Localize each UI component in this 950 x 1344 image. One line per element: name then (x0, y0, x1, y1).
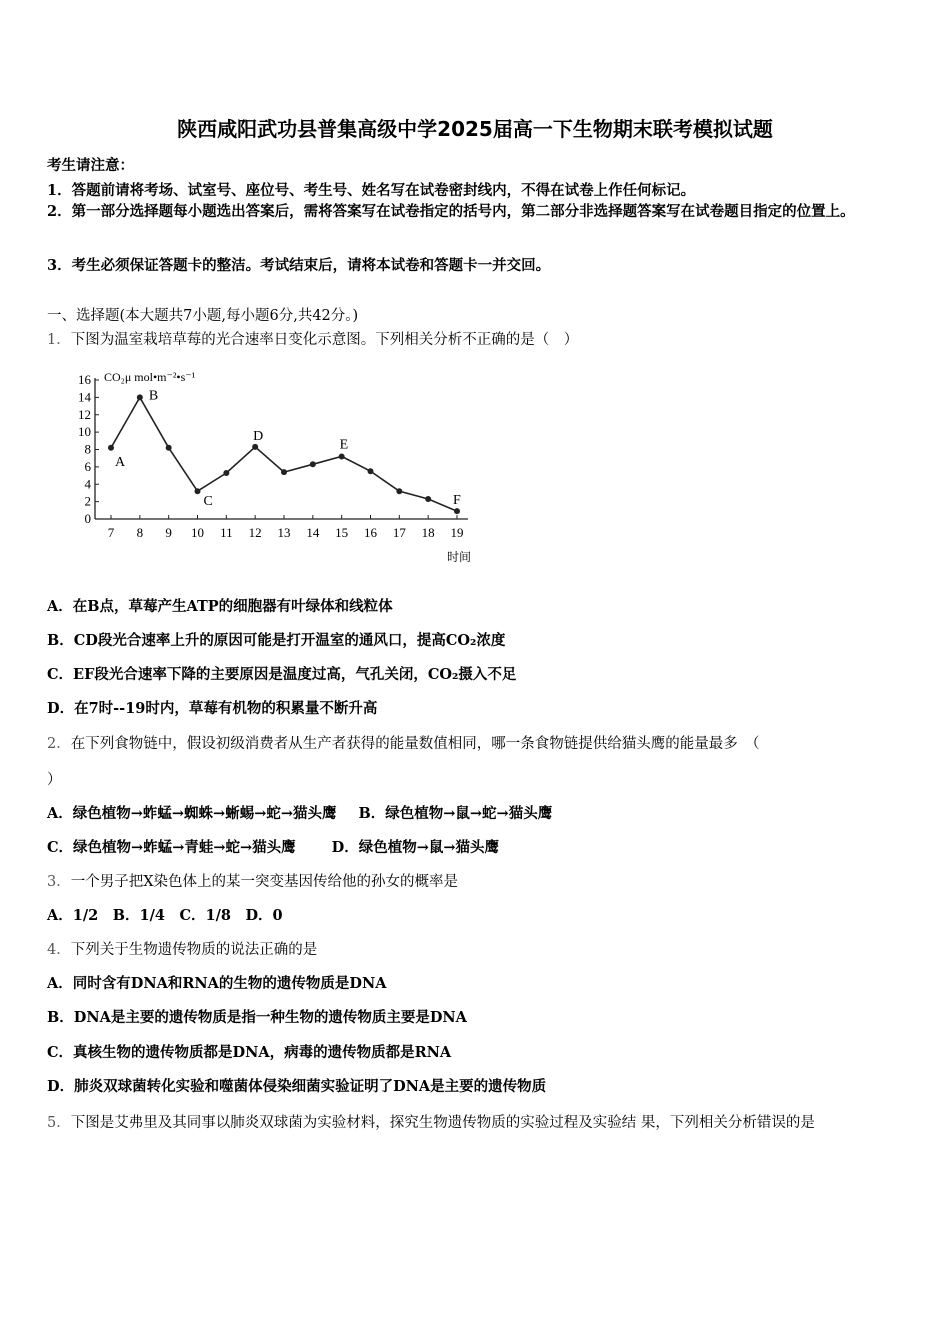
q2-option-c: C．绿色植物→蚱蜢→青蛙→蛇→猫头鹰 (47, 839, 296, 856)
q4-option-a: A．同时含有DNA和RNA的生物的遗传物质是DNA (47, 975, 387, 992)
data-point (368, 468, 374, 474)
q4-option-c: C．真核生物的遗传物质都是DNA，病毒的遗传物质都是RNA (47, 1044, 452, 1061)
data-point (396, 488, 402, 494)
data-point (166, 445, 172, 451)
q1-option-c: C．EF段光合速率下降的主要原因是温度过高，气孔关闭，CO₂摄入不足 (47, 666, 517, 683)
x-tick-label: 13 (277, 525, 291, 540)
x-tick-label: 14 (306, 525, 320, 540)
x-tick-label: 16 (364, 525, 377, 540)
x-axis-label: 时间 (447, 550, 472, 564)
question-2-stem-end: ） (47, 772, 62, 788)
question-5 (47, 1105, 902, 1141)
point-label: E (339, 437, 349, 453)
data-point (223, 470, 229, 476)
question-number: 1． (47, 332, 71, 348)
data-point (108, 445, 114, 451)
question-stem: 下图为温室栽培草莓的光合速率日变化示意图。下列相关分析不正确的是（ ） (70, 332, 579, 348)
x-tick-label: 9 (165, 525, 172, 540)
x-tick-label: 12 (248, 525, 262, 540)
x-tick-label: 7 (107, 525, 115, 540)
q1-option-d: D．在7时--19时内，草莓有机物的积累量不断升高 (47, 700, 378, 717)
photosynthesis-rate-chart (70, 364, 490, 569)
y-tick-label: 10 (78, 424, 91, 440)
q1-option-a: A．在B点，草莓产生ATP的细胞器有叶绿体和线粒体 (47, 598, 393, 615)
question-stem: 下图是艾弗里及其同事以肺炎双球菌为实验材料，探究生物遗传物质的实验过程及实验结 果，下列相关分析错误的是 (70, 1115, 815, 1131)
q4-option-d: D．肺炎双球菌转化实验和噬菌体侵染细菌实验证明了DNA是主要的遗传物质 (47, 1078, 547, 1095)
x-tick-label: 18 (421, 525, 435, 540)
data-point (425, 496, 431, 502)
data-point (339, 453, 345, 459)
data-point (137, 394, 143, 400)
q2-option-b: B．绿色植物→鼠→蛇→猫头鹰 (358, 805, 553, 822)
y-tick-label: 6 (84, 458, 91, 474)
y-axis-label: CO₂μ mol•m⁻²•s⁻¹ (104, 370, 196, 384)
question-2 (47, 732, 759, 753)
data-point (310, 461, 316, 467)
y-tick-label: 8 (84, 441, 91, 457)
point-label: F (453, 493, 461, 509)
y-tick-label: 4 (84, 476, 91, 492)
x-tick-label: 8 (136, 525, 144, 540)
notice-item-2: 2．第一部分选择题每小题选出答案后，需将答案写在试卷指定的括号内，第二部分非选择题答案写在试卷题目指定的位置上。 (47, 203, 855, 220)
q2-options-row-2 (47, 836, 499, 857)
question-number: 2． (47, 736, 71, 752)
data-point (195, 488, 201, 494)
chart-ticks (78, 372, 464, 540)
q2-option-d: D．绿色植物→鼠→猫头鹰 (331, 839, 500, 856)
question-3 (47, 870, 458, 891)
x-tick-label: 11 (220, 525, 233, 540)
question-number: 5． (47, 1115, 71, 1131)
section-heading: 一、选择题(本大题共7小题,每小题6分,共42分。) (47, 308, 359, 324)
question-stem: 在下列食物链中，假设初级消费者从生产者获得的能量数值相同，哪一条食物链提供给猫头鹰的能量最多 （ (70, 736, 760, 752)
q2-options-row-1 (47, 802, 552, 823)
point-label: D (253, 428, 264, 444)
data-point (252, 444, 258, 450)
notice-item-3: 3．考生必须保证答题卡的整洁。考试结束后，请将本试卷和答题卡一并交回。 (47, 257, 551, 274)
page-title: 陕西咸阳武功县普集高级中学2025届高一下生物期末联考模拟试题 (177, 117, 773, 141)
point-label: A (115, 454, 126, 470)
question-1 (47, 328, 578, 349)
x-tick-label: 19 (450, 525, 464, 540)
q2-option-a: A．绿色植物→蚱蜢→蜘蛛→蜥蜴→蛇→猫头鹰 (47, 805, 337, 822)
x-tick-label: 15 (335, 525, 349, 540)
x-tick-label: 10 (191, 525, 204, 540)
y-tick-label: 16 (78, 372, 91, 387)
y-tick-label: 0 (84, 511, 91, 526)
y-tick-label: 2 (84, 493, 91, 509)
q3-options: A．1/2 B．1/4 C．1/8 D．0 (47, 907, 283, 924)
point-label: C (203, 494, 213, 510)
y-tick-label: 14 (78, 389, 91, 405)
point-label: B (148, 388, 159, 404)
question-number: 3． (47, 874, 71, 890)
chart-points (108, 394, 460, 514)
question-stem: 一个男子把X染色体上的某一突变基因传给他的孙女的概率是 (70, 874, 459, 890)
question-stem: 下列关于生物遗传物质的说法正确的是 (70, 942, 318, 958)
q4-option-b: B．DNA是主要的遗传物质是指一种生物的遗传物质主要是DNA (47, 1009, 467, 1026)
y-tick-label: 12 (78, 406, 91, 422)
data-point (454, 508, 460, 514)
data-point (281, 469, 287, 475)
notice-item-1: 1．答题前请将考场、试室号、座位号、考生号、姓名写在试卷密封线内，不得在试卷上作任何标记。 (47, 182, 696, 199)
series-line (111, 397, 457, 511)
q1-option-b: B．CD段光合速率上升的原因可能是打开温室的通风口，提高CO₂浓度 (47, 632, 506, 649)
notice-heading: 考生请注意： (47, 157, 134, 174)
x-tick-label: 17 (392, 525, 406, 540)
question-4 (47, 938, 317, 959)
question-number: 4． (47, 942, 71, 958)
